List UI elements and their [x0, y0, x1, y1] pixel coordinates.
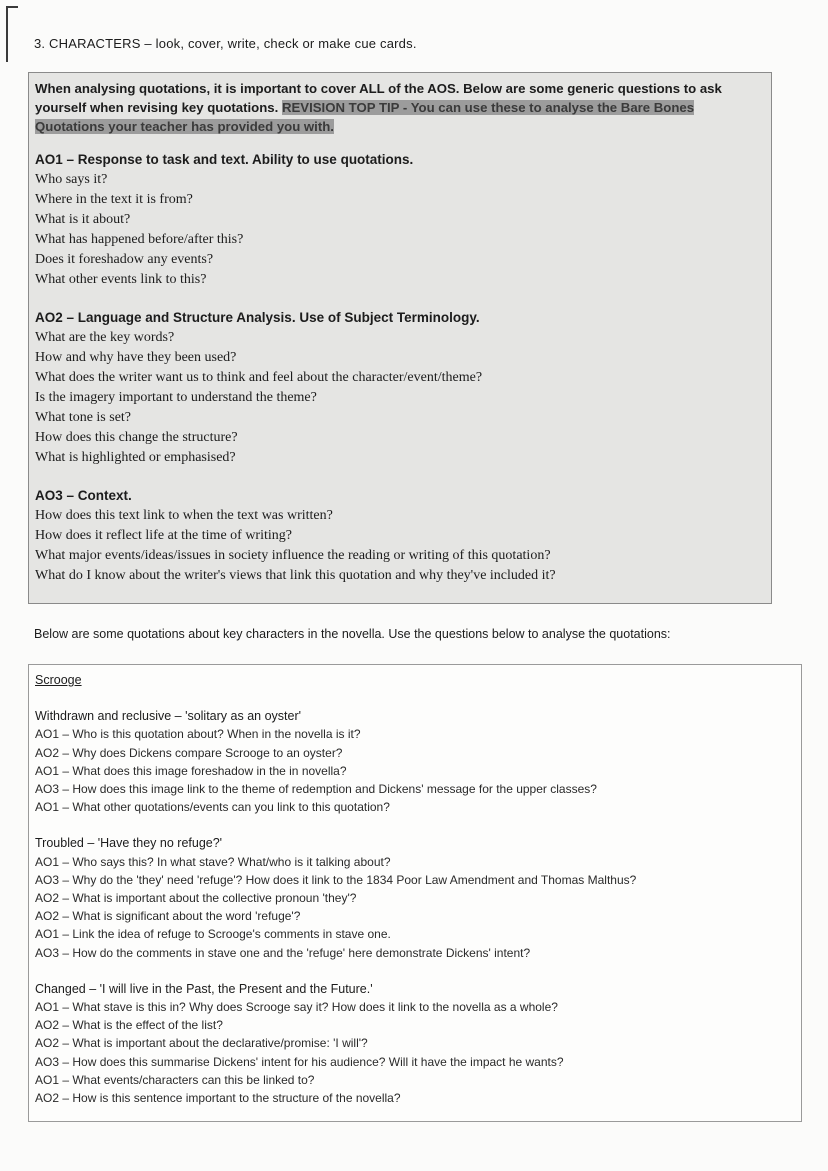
ao3-question: What major events/ideas/issues in society influence the reading or writing of this quotation? — [35, 548, 551, 563]
ao2-question: How does this change the structure? — [35, 430, 238, 445]
ao3-question: How does this text link to when the text was written? — [35, 508, 333, 523]
quote-block — [35, 834, 795, 961]
revision-tip: REVISION TOP TIP - You can use these to analyse the Bare Bones Quotations your teacher has provided you with. — [35, 100, 695, 134]
ao3-question: What do I know about the writer's views that link this quotation and why they've included it? — [35, 568, 556, 583]
ao2-question: What are the key words? — [35, 330, 175, 345]
ao1-title: AO1 – Response to task and text. Ability to use quotations. — [35, 152, 414, 167]
quote-question: AO3 – Why do the 'they' need 'refuge'? How does it link to the 1834 Poor Law Amendment and Thomas Malthus? — [35, 872, 637, 887]
quote-block — [35, 707, 795, 816]
quotations-instructions: Below are some quotations about key characters in the novella. Use the questions below to analyse the quotations: — [34, 627, 671, 641]
quote-block — [35, 980, 795, 1107]
quote-question: AO1 – Link the idea of refuge to Scrooge's comments in stave one. — [35, 927, 391, 942]
ao1-question: Who says it? — [35, 172, 108, 187]
ao1-question: Where in the text it is from? — [35, 192, 193, 207]
ao2-question: What tone is set? — [35, 410, 132, 425]
character-quotes-box — [28, 664, 802, 1122]
quote-heading: Troubled – 'Have they no refuge?' — [35, 836, 223, 851]
ao3-title: AO3 – Context. — [35, 488, 132, 503]
intro-text: When analysing quotations, it is important to cover ALL of the AOS. Below are some generic questions to ask yourself when revising key quotations. — [35, 81, 722, 115]
section-heading: 3. CHARACTERS – look, cover, write, check or make cue cards. — [34, 36, 417, 51]
quote-question: AO2 – What is significant about the word 'refuge'? — [35, 909, 301, 924]
quote-question: AO3 – How do the comments in stave one and the 'refuge' here demonstrate Dickens' intent? — [35, 945, 531, 960]
character-title: Scrooge — [35, 673, 82, 687]
ao1-question: What other events link to this? — [35, 272, 207, 287]
ao1-question: What has happened before/after this? — [35, 232, 244, 247]
aos-questions-box — [28, 72, 772, 604]
quote-question: AO2 – What is the effect of the list? — [35, 1018, 223, 1033]
ao2-question: What is highlighted or emphasised? — [35, 450, 236, 465]
quote-question: AO1 – Who is this quotation about? When in the novella is it? — [35, 727, 361, 742]
ao1-question: What is it about? — [35, 212, 131, 227]
ao1-question: Does it foreshadow any events? — [35, 252, 214, 267]
quote-question: AO3 – How does this image link to the theme of redemption and Dickens' message for the upper classes? — [35, 782, 597, 797]
ao2-question: Is the imagery important to understand the theme? — [35, 390, 317, 405]
ao2-question: How and why have they been used? — [35, 350, 237, 365]
corner-crop-mark — [6, 6, 18, 62]
ao1-group — [35, 150, 765, 290]
intro-paragraph — [35, 79, 765, 136]
ao2-question: What does the writer want us to think and feel about the character/event/theme? — [35, 370, 483, 385]
ao3-group — [35, 486, 765, 586]
quote-question: AO1 – What other quotations/events can you link to this quotation? — [35, 800, 390, 815]
ao2-title: AO2 – Language and Structure Analysis. Use of Subject Terminology. — [35, 310, 480, 325]
quote-heading: Withdrawn and reclusive – 'solitary as an oyster' — [35, 709, 301, 724]
ao2-group — [35, 308, 765, 468]
quote-question: AO2 – What is important about the declarative/promise: 'I will'? — [35, 1036, 368, 1051]
quote-question: AO1 – What does this image foreshadow in the in novella? — [35, 763, 347, 778]
ao3-question: How does it reflect life at the time of writing? — [35, 528, 292, 543]
quote-heading: Changed – 'I will live in the Past, the Present and the Future.' — [35, 981, 373, 996]
quote-question: AO1 – What events/characters can this be linked to? — [35, 1072, 315, 1087]
quote-question: AO3 – How does this summarise Dickens' intent for his audience? Will it have the impact he wants? — [35, 1054, 564, 1069]
quote-question: AO2 – Why does Dickens compare Scrooge to an oyster? — [35, 745, 343, 760]
quote-question: AO1 – Who says this? In what stave? What/who is it talking about? — [35, 854, 391, 869]
quote-question: AO2 – How is this sentence important to the structure of the novella? — [35, 1091, 401, 1106]
quote-question: AO1 – What stave is this in? Why does Scrooge say it? How does it link to the novella as a whole? — [35, 1000, 558, 1015]
quote-question: AO2 – What is important about the collective pronoun 'they'? — [35, 891, 357, 906]
